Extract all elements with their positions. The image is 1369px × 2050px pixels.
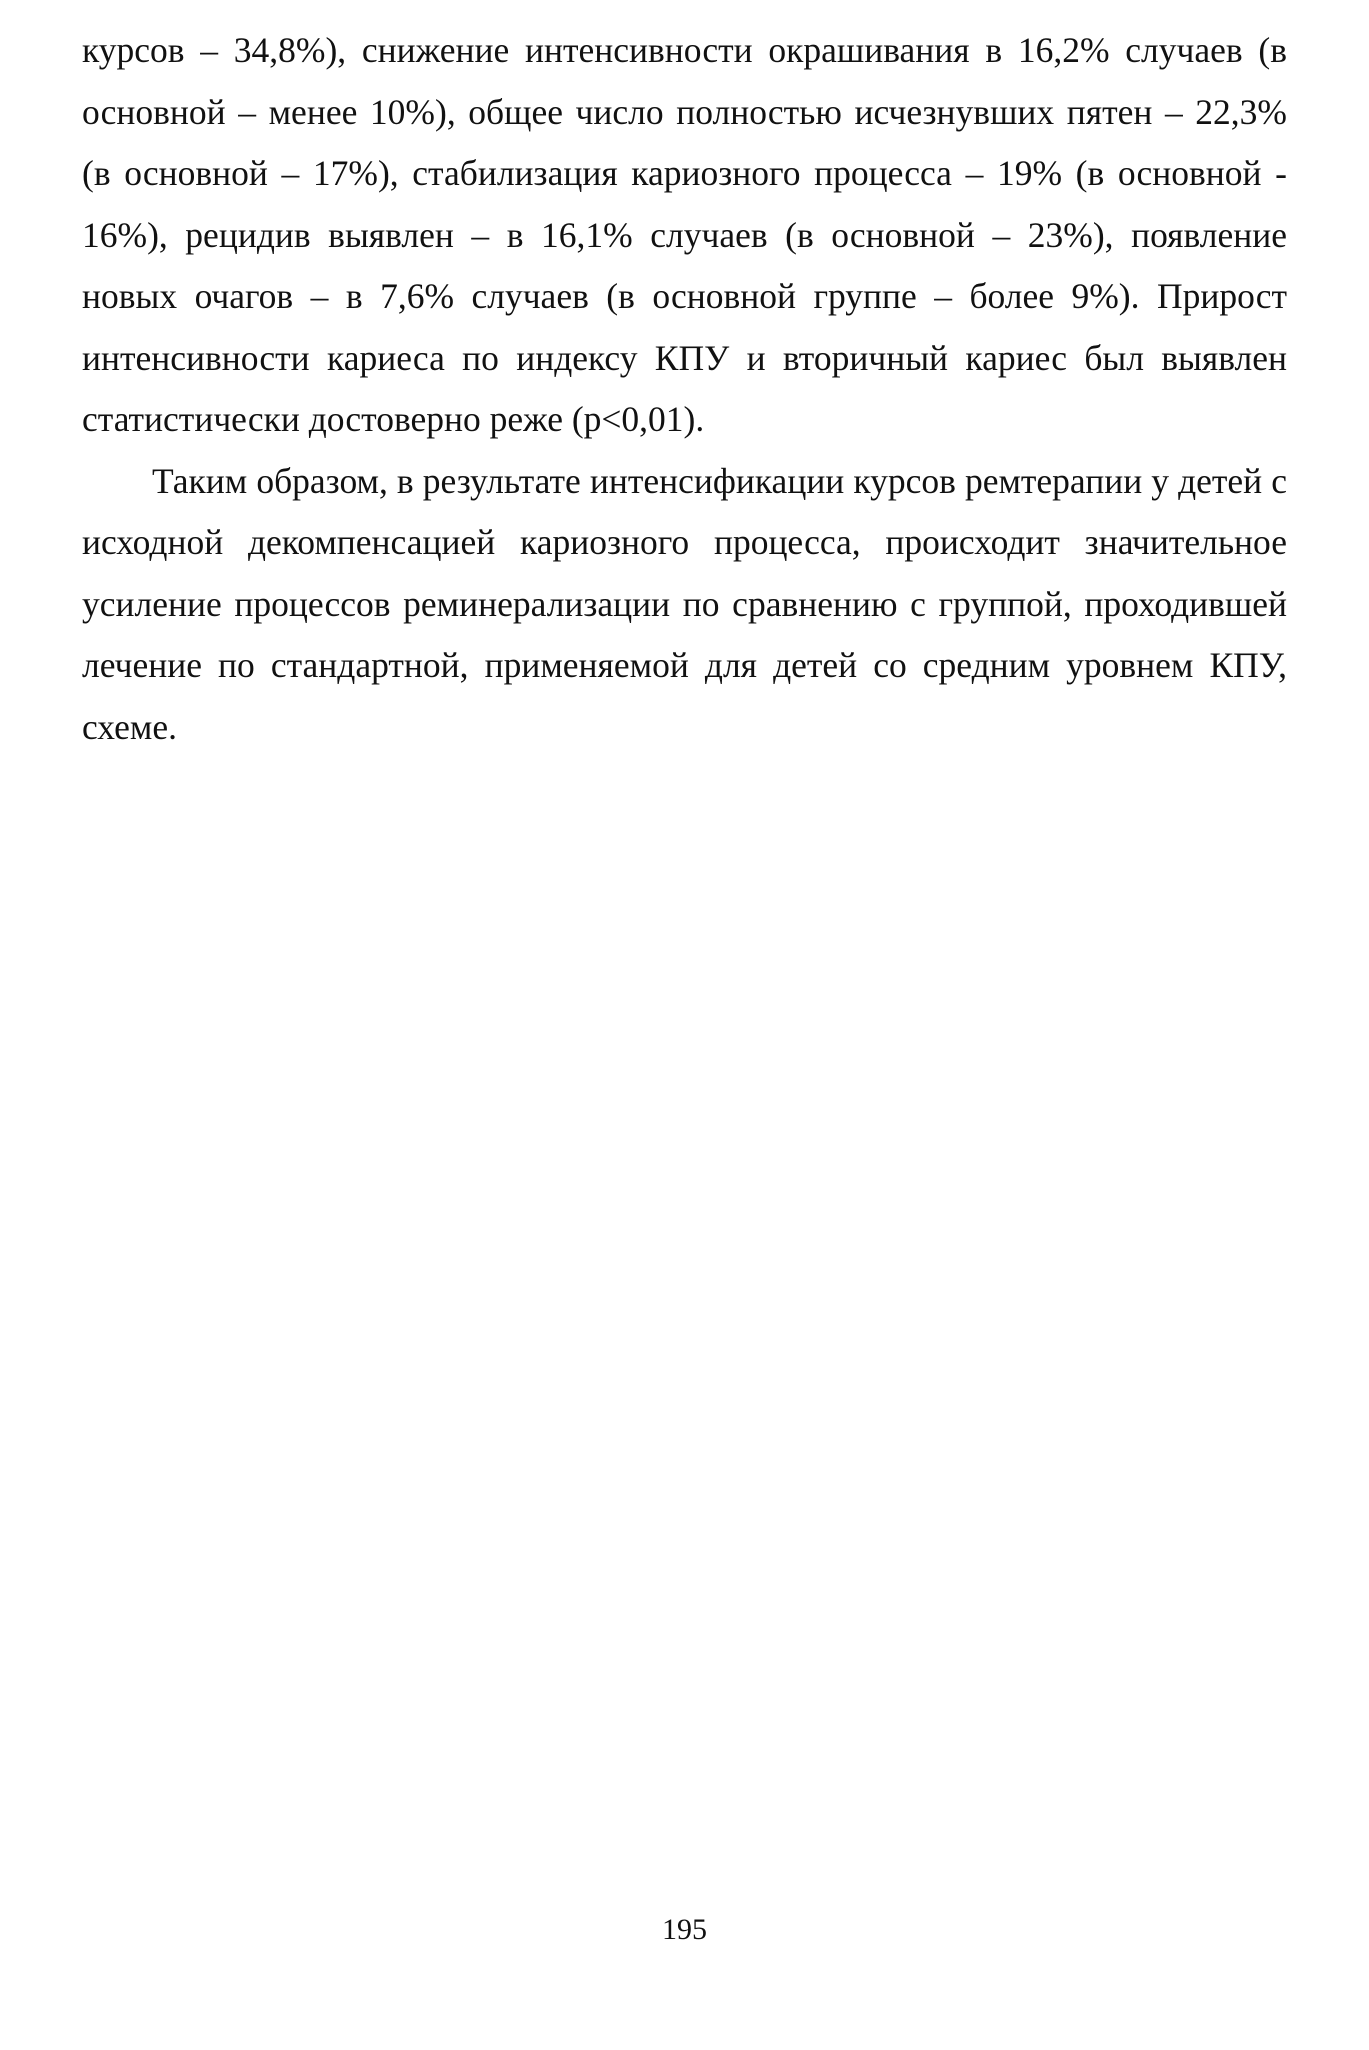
body-text (82, 20, 1287, 758)
paragraph-conclusion: Таким образом, в результате интенсификации курсов ремтерапии у детей с исходной декомпенсацией кариозного процесса, происходит значительное усиление процессов реминерализации по сравнению с группой, проходившей лечение по стандартной, применяемой для детей со средним уровнем КПУ, схеме. (82, 460, 1287, 747)
page-number: 195 (662, 1913, 707, 1946)
paragraph-continuation: курсов – 34,8%), снижение интенсивности окрашивания в 16,2% случаев (в основной – менее 10%), общее число полностью исчезнувших пятен – 22,3% (в основной – 17%), стабилизация кариозного процесса – 19% (в основной - 16%), рецидив выявлен – в 16,1% случаев (в основной – 23%), появление новых очагов – в 7,6% случаев (в основной группе – более 9%). Прирост интенсивности кариеса по индексу КПУ и вторичный кариес был выявлен статистически достоверно реже (p<0,01). (82, 30, 1287, 439)
